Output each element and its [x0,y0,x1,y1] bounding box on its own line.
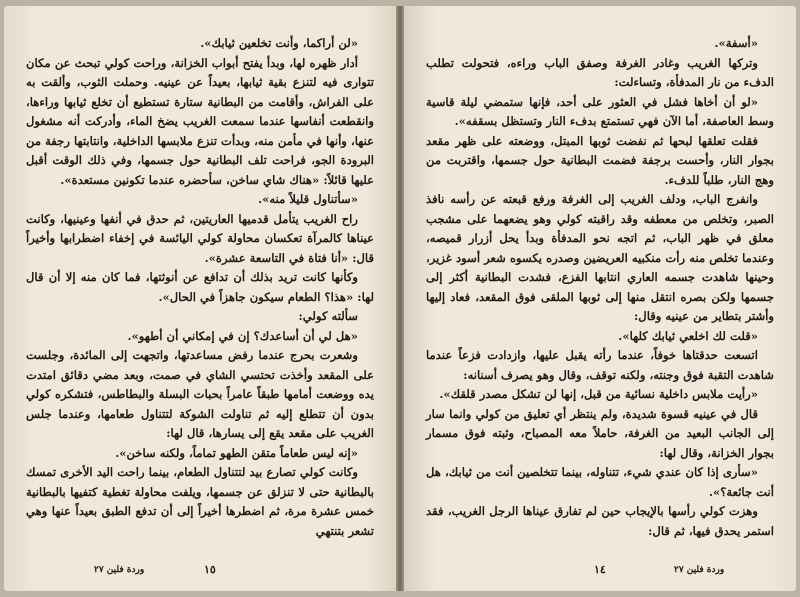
paragraph: «أسفة». [714,36,758,50]
paragraph: «سأرى إذا كان عندي شيء، تتناوله، بينما تتخلصين أنت من ثيابك، هل أنت جائعة؟». [426,465,774,499]
paragraph: فقلت تعلقها لبحها ثم نفضت ثوبها المبتل، ووضعته على ظهر مقعد بجوار النار، وأحست برجفة فضمت البطانية حول جسمها، واقتربت من وهج النار، طلباً للدفء. [426,133,774,187]
paragraph: «لو أن أخاها فشل في العثور على أحد، فإنها ستمضي ليلة قاسية وسط العاصفة، أما الآن فهي تستمتع بدفء النار وتستظل بسقفه». [426,94,774,128]
paragraph: وهزت كولي رأسها بالإيجاب حين لم تفارق عيناها الرجل الغريب، فقد استمر يحدق فيها، ثم قال: [426,504,774,538]
right-page [404,6,796,591]
paragraph: «إنه ليس طعاماً متقن الطهو تماماً، ولكنه ساخن». [115,445,358,460]
paragraph: سألته كولي: [298,309,358,323]
left-page-footer [4,561,396,583]
book-gutter [396,6,404,591]
paragraph: وشعرت بحرج عندما رفض مساعدتها، واتجهت إلى المائدة، وجلست على المقعد وأخذت تحتسي الشاي في صمت، وبعد مضي دقائق امتدت يده ووضعت أمامها طبقاً عامراً بحبات البسلة والبطاطس، فتشكره كولي بدون أن تتطلع إليه ثم تناولت الشوكة لتتناول طعامها، وعندما جلس الغريب على مقعد يقع إلى يسارها، قال لها: [26,348,374,440]
running-title: وردة فلين ٢٧ [674,565,725,575]
paragraph: وتركها الغريب وغادر الغرفة وصفق الباب وراءه، فتحولت تطلب الدفء من نار المدفأة، وتساءلت: [426,55,774,89]
paragraph: وانفرج الباب، ودلف الغريب إلى الغرفة ورفع قبعته عن رأسه نافذ الصبر، وتخلص من معطفه وقد راقبته كولي وهو يضعهما على مشجب معلق في ظهر الباب، ثم اتجه نحو المدفأة وبدأ يحل أزرار قميصه، وعندما تخلص منه رأت منكبيه العريضين وصدره يكسوه شعر أسود غزير، وحينها شاهدت جسمه العاري انتابها الفزع، فشدت البطانية أكثر إلى جسمها ولكن بصره انتقل منها إلى ثوبها الملقى فوق المقعد، فعاد إليها وأشتر بتطاير من عينيه وقال: [426,192,774,323]
page-number: ١٤ [594,563,606,576]
left-page [4,6,396,591]
paragraph: قال في عينيه قسوة شديدة، ولم ينتظر أي تعليق من كولي وانما سار إلى الجانب البعيد من الغرفة، حاملاً معه المصباح، وثبته فوق مسمار بجوار الخزانة، وقال لها: [426,406,774,460]
paragraph: «رأيت ملابس داخلية نسائية من قبل، إنها لن تشكل مصدر قلقك». [439,387,758,401]
paragraph: «سأتناول قليلاً منه». [258,192,358,206]
paragraph: أدار ظهره لها، وبدأ يفتح أبواب الخزانة، وراحت كولي تبحث عن مكان تتوارى فيه لتنزع بقية ثيابها، بعيداً عن عينيه. وحملت الثوب، وألقت به على الفراش، وأقامت من البطانية ستارة تستطيع أن تخلع ثيابها وراءها، وانقطعت أنفاسها عندما سمعت الغريب يضخ الماء، وأدركت أنه مشغول عنها، وأنها في مأمن منه، وبدأت تنزع ملابسها الداخلية، وانتابتها رجفة من البرودة الجو، فراحت تلف البطانية حول جسمها، وفي ذلك الوقت أقبل عليها قائلاً: «هناك شاي ساخن، سأحضره عندما تكونين مستعدة». [26,55,374,187]
paragraph: اتسعت حدقتاها خوفاً، عندما رأته يقبل عليها، وازدادت فزعاً عندما شاهدت التقبة فوق وجنته، ولكنه توقف، وقال وهو يصرف أسنانه: [426,348,774,382]
paragraph: راح الغريب يتأمل قدميها العاريتين، ثم حدق في أنفها وعينيها، وكانت عيناها كالمرآة تعكسان محاولة كولي اليائسة في إخفاء اضطرابها وأخيراً قال: «أنا فتاة في التاسعة عشرة». [26,211,374,265]
paragraph: وكأنها كانت تريد بذلك أن تدافع عن أنوثتها، فما كان منه إلا أن قال لها: «هذا؟ الطعام سيكون جاهزاً في الحال». [26,270,374,304]
paragraph: «هل لي أن أساعدك؟ إن في إمكاني أن أطهو». [127,328,358,343]
page-number: ١٥ [204,563,216,576]
paragraph: «قلت لك اخلعي ثيابك كلها». [618,328,758,343]
paragraph: وكانت كولي تصارع بيد لتتناول الطعام، بينما راحت اليد الأخرى تمسك بالبطانية حتى لا تنزلق عن جسمها، ويلفت محاولة تغطية كتفيها بالبطانية خمس عشرة مرة، ثم اضطرها أخيراً إلى أن تدفع الطبق بعيداً عنها وهي تشعر بتنتهي [26,465,374,538]
running-title: وردة فلين ٢٧ [94,565,145,575]
left-page-text [26,34,374,541]
right-page-footer [404,561,796,583]
right-page-text [426,34,774,541]
paragraph: «لن أراكما، وأنت تخلعين ثيابك». [200,36,358,50]
